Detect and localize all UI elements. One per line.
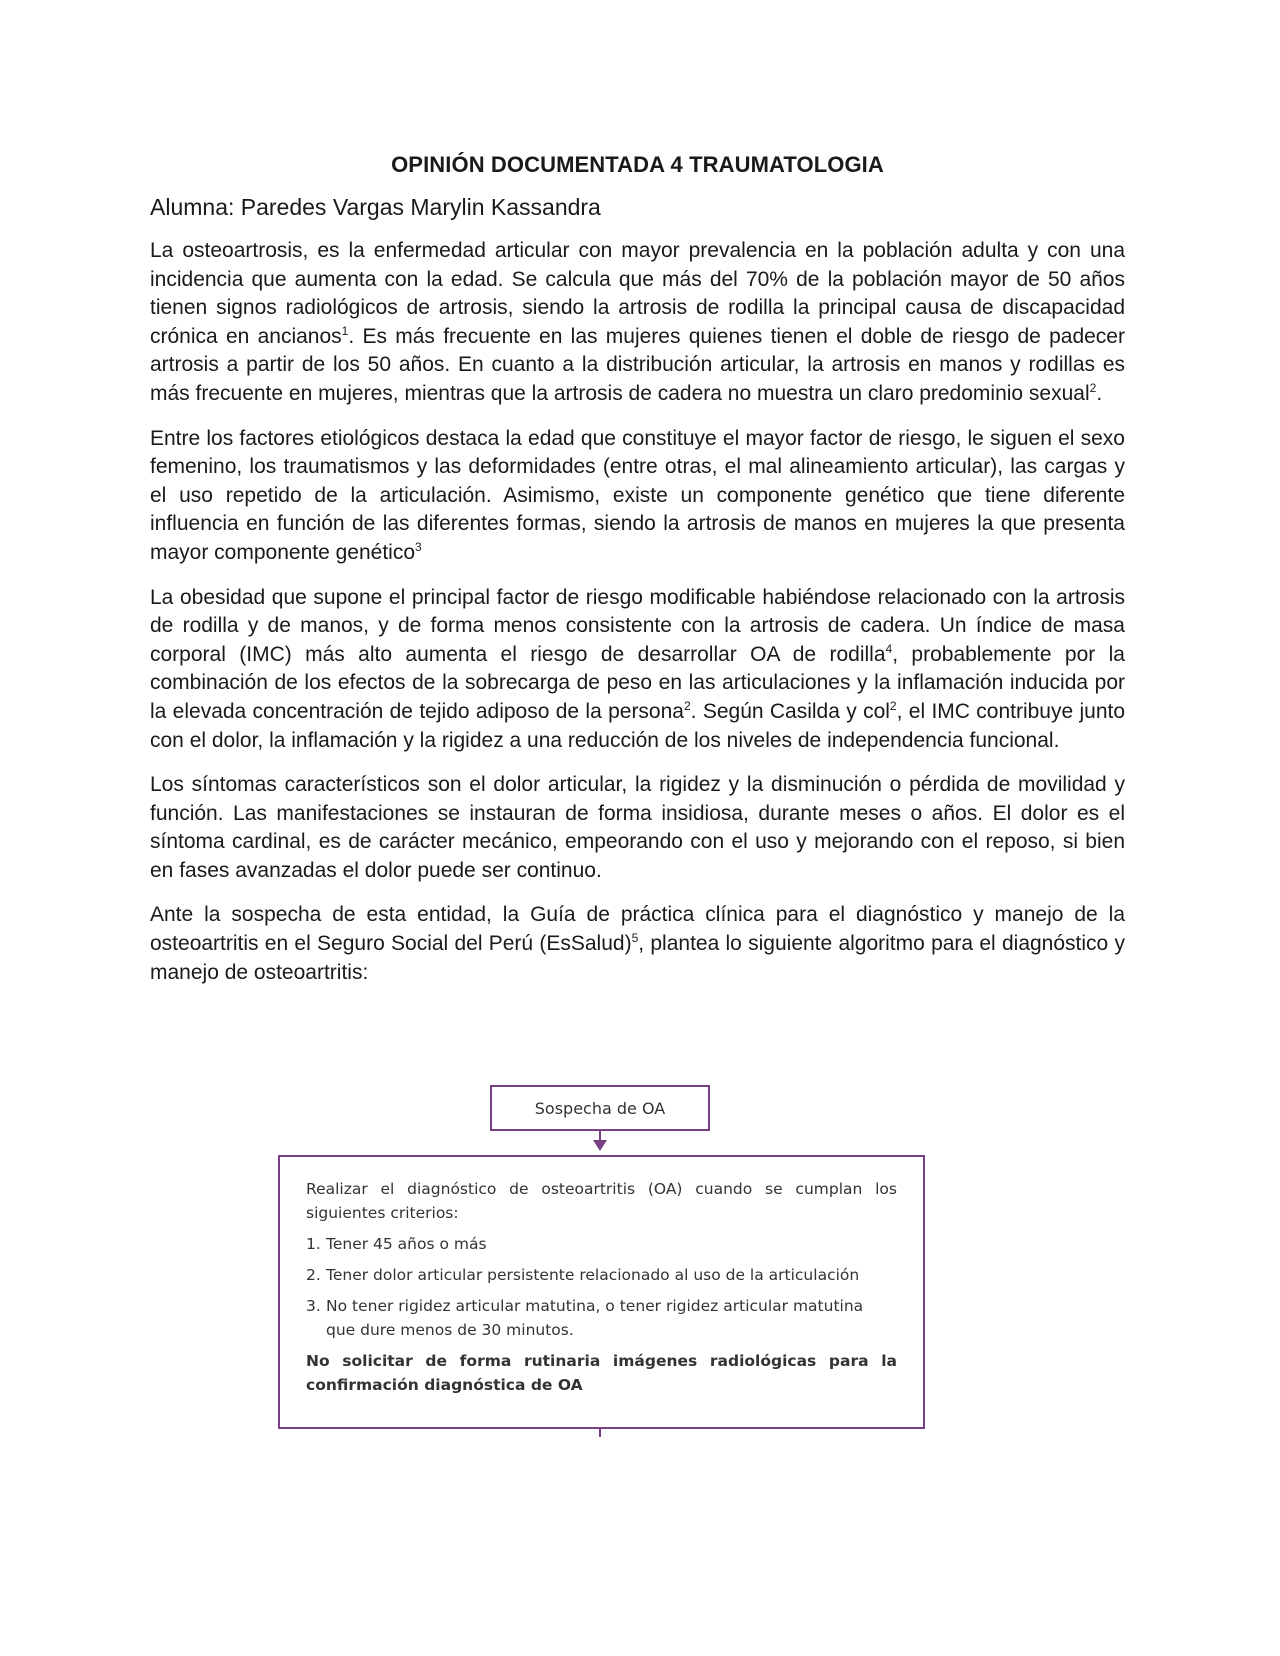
- paragraph-text: , plantea lo siguiente algoritmo para el diagnóstico y manejo de osteoartritis:: [150, 932, 1125, 984]
- citation-superscript: 2: [889, 698, 897, 713]
- flowchart-intro: Realizar el diagnóstico de osteoartritis (OA) cuando se cumplan los siguientes criterios:: [306, 1180, 897, 1222]
- flowchart-connector: [599, 1429, 601, 1437]
- diagnosis-flowchart: [278, 1085, 928, 1443]
- criteria-text: No tener rigidez articular matutina, o tener rigidez articular matutina que dure menos de 30 minutos.: [326, 1297, 864, 1339]
- list-item: [306, 1232, 897, 1256]
- arrow-down-icon: [593, 1140, 607, 1151]
- paragraph-text: Ante la sospecha de esta entidad, la Guía de práctica clínica para el diagnóstico y manejo de la osteoartritis en el Seguro Social del Perú (EsSalud): [150, 903, 1125, 956]
- criteria-number: 1.: [306, 1235, 321, 1253]
- citation-superscript: 4: [885, 641, 893, 656]
- student-name: Alumna: Paredes Vargas Marylin Kassandra: [150, 194, 601, 220]
- flowchart-start-box: Sospecha de OA: [490, 1085, 710, 1131]
- paragraph-etiology: [150, 425, 1125, 568]
- flowchart-criteria-box: [278, 1155, 925, 1429]
- citation-superscript: 2: [1089, 380, 1097, 395]
- list-item: [306, 1294, 897, 1342]
- citation-superscript: 1: [341, 323, 349, 338]
- citation-superscript: 2: [683, 698, 691, 713]
- flowchart-note: No solicitar de forma rutinaria imágenes radiológicas para la confirmación diagnóstica de OA: [306, 1352, 897, 1394]
- paragraph-text: .: [1096, 381, 1103, 405]
- paragraph-obesity: [150, 584, 1125, 756]
- paragraph-text: , el IMC contribuye junto con el dolor, la inflamación y la rigidez a una reducción de los niveles de independencia funcional.: [150, 699, 1126, 752]
- criteria-text: Tener 45 años o más: [326, 1235, 487, 1253]
- paragraph-text: La osteoartrosis, es la enfermedad articular con mayor prevalencia en la población adulta y con una incidencia que aumenta con la edad. Se calcula que más del 70% de la población mayor de 50 años tienen signos radiológicos de artrosis, siendo la artrosis de rodilla la principal causa de discapacidad crónica en ancianos: [150, 239, 1125, 348]
- paragraph-text: Entre los factores etiológicos destaca la edad que constituye el mayor factor de riesgo, le siguen el sexo femenino, los traumatismos y las deformidades (entre otras, el mal alineamiento articular), las cargas y el uso repetido de la articulación. Asimismo, existe un componente genético que tiene diferente influencia en función de las diferentes formas, siendo la artrosis de manos en mujeres la que presenta mayor componente genético: [150, 426, 1125, 564]
- criteria-number: 3.: [306, 1297, 321, 1315]
- citation-superscript: 3: [415, 539, 422, 554]
- document-page: [150, 140, 1125, 1003]
- paragraph-text: . Es más frecuente en las mujeres quienes tienen el doble de riesgo de padecer artrosis a partir de los 50 años. En cuanto a la distribución articular, la artrosis en manos y rodillas es más frecuente en mujeres, mientras que la artrosis de cadera no muestra un claro predominio sexual: [150, 324, 1125, 405]
- paragraph-text: , probablemente por la combinación de los efectos de la sobrecarga de peso en las articulaciones y la inflamación inducida por la elevada concentración de tejido adiposo de la persona: [150, 642, 1125, 723]
- criteria-list: [306, 1232, 897, 1342]
- criteria-text: Tener dolor articular persistente relacionado al uso de la articulación: [326, 1266, 860, 1284]
- criteria-number: 2.: [306, 1266, 321, 1284]
- paragraph-guideline: [150, 901, 1125, 987]
- document-title: OPINIÓN DOCUMENTADA 4 TRAUMATOLOGIA: [391, 152, 884, 177]
- paragraph-text: . Según Casilda y col: [690, 699, 890, 723]
- paragraph-prevalence: [150, 237, 1125, 409]
- list-item: [306, 1263, 897, 1287]
- paragraph-text: Los síntomas característicos son el dolor articular, la rigidez y la disminución o pérdida de movilidad y función. Las manifestaciones se instauran de forma insidiosa, durante meses o años. El dolor es el síntoma cardinal, es de carácter mecánico, empeorando con el uso y mejorando con el reposo, si bien en fases avanzadas el dolor puede ser continuo.: [150, 773, 1125, 882]
- citation-superscript: 5: [631, 931, 639, 946]
- paragraph-text: La obesidad que supone el principal factor de riesgo modificable habiéndose relacionado con la artrosis de rodilla y de manos, y de forma menos consistente con la artrosis de cadera. Un índice de masa corporal (IMC) más alto aumenta el riesgo de desarrollar OA de rodilla: [150, 585, 1125, 666]
- paragraph-symptoms: [150, 771, 1125, 885]
